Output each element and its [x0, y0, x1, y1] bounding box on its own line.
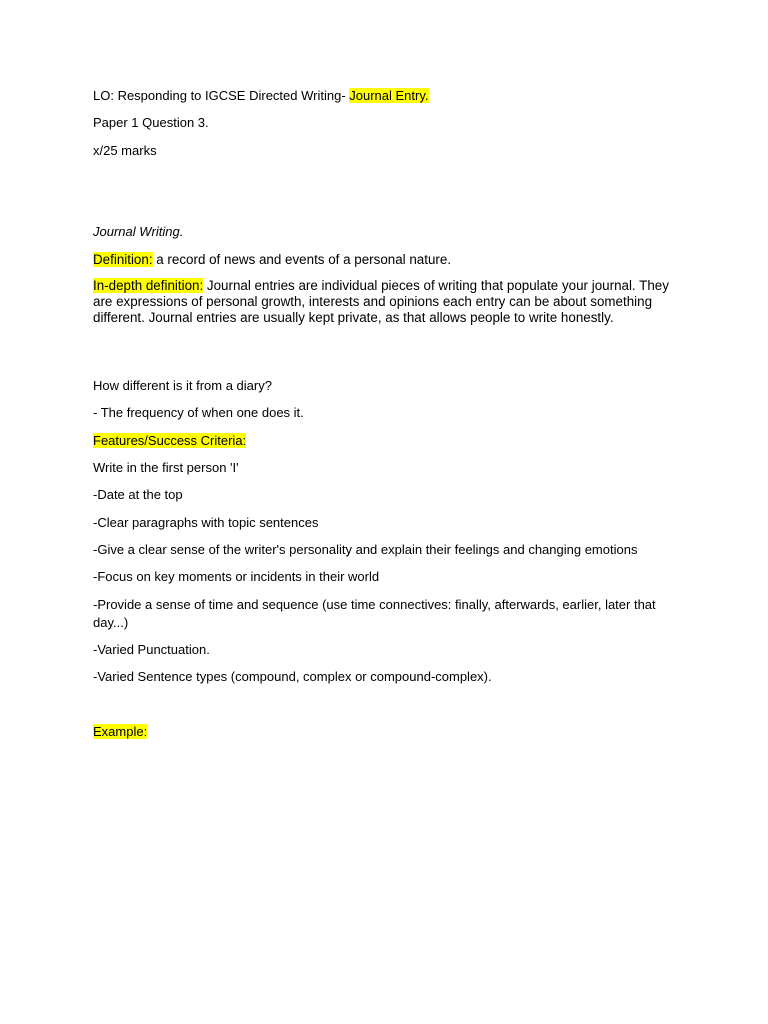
diary-answer: - The frequency of when one does it.: [93, 405, 304, 420]
learning-objective: [93, 88, 429, 104]
feature-item: -Clear paragraphs with topic sentences: [93, 515, 319, 530]
lo-prefix: LO: Responding to IGCSE Directed Writing-: [93, 88, 350, 103]
definition: [93, 252, 451, 268]
lo-highlight: Journal Entry.: [349, 88, 429, 103]
section-title: Journal Writing.: [93, 224, 184, 239]
definition-text: a record of news and events of a personal nature.: [152, 252, 452, 267]
in-depth-text: Journal entries are individual pieces of writing that populate your journal. They are expressions of personal growth, interests and opinions each entry can be about something different. Journal entries are usually kept private, as that allows people to write honestly.: [93, 278, 669, 325]
feature-item-continued: day...): [93, 615, 129, 630]
example-heading: [93, 724, 147, 740]
marks-total: x/25 marks: [93, 143, 157, 158]
in-depth-label: In-depth definition:: [93, 278, 204, 293]
diary-question: How different is it from a diary?: [93, 378, 272, 393]
feature-item: -Date at the top: [93, 487, 183, 502]
feature-item: -Varied Sentence types (compound, complex or compound-complex).: [93, 669, 492, 684]
question-reference: Paper 1 Question 3.: [93, 115, 209, 130]
feature-item: -Focus on key moments or incidents in their world: [93, 569, 380, 584]
example-heading-text: Example:: [93, 724, 148, 739]
features-heading: [93, 433, 246, 449]
in-depth-definition: [93, 278, 673, 326]
feature-item: -Varied Punctuation.: [93, 642, 210, 657]
feature-item: -Provide a sense of time and sequence (use time connectives: finally, afterwards, earlier, later that: [93, 597, 656, 612]
features-heading-text: Features/Success Criteria:: [93, 433, 247, 448]
definition-label: Definition:: [93, 252, 153, 267]
feature-item: -Give a clear sense of the writer's personality and explain their feelings and changing emotions: [93, 542, 638, 557]
feature-item: Write in the first person 'I': [93, 460, 239, 475]
